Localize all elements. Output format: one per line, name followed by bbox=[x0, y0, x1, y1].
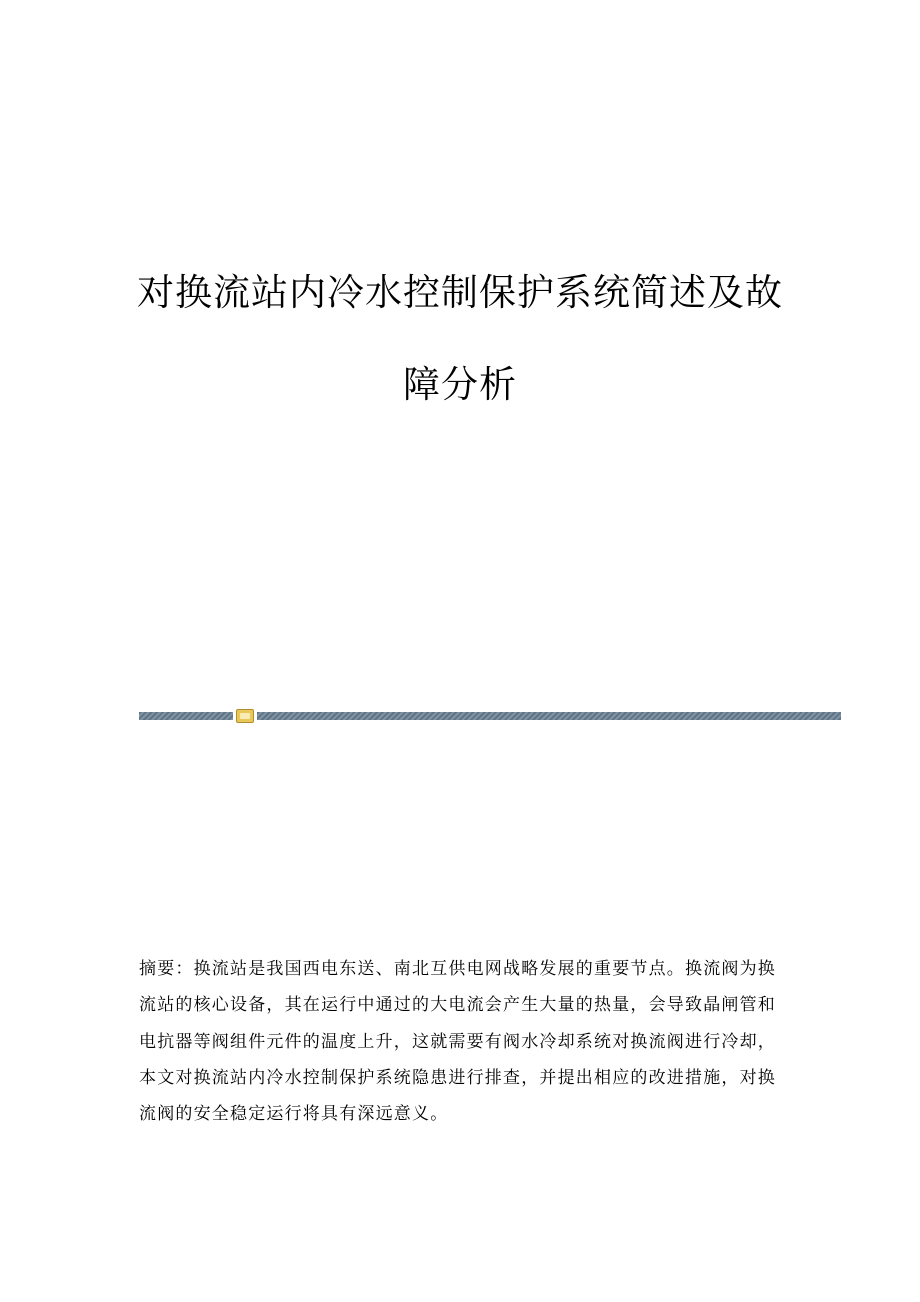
abstract-paragraph bbox=[139, 951, 781, 1132]
abstract-text: 换流站是我国西电东送、南北互供电网战略发展的重要节点。换流阀为换流站的核心设备，其在运行中通过的大电流会产生大量的热量，会导致晶闸管和电抗器等阀组件元件的温度上升，这就需要有阀水冷却系统对换流阀进行冷却，本文对换流站内冷水控制保护系统隐患进行排查，并提出相应的改进措施，对换流阀的安全稳定运行将具有深远意义。 bbox=[139, 959, 777, 1125]
divider-bar-left bbox=[139, 712, 233, 720]
abstract-label: 摘要： bbox=[139, 959, 194, 979]
divider-ornament-icon bbox=[236, 709, 254, 723]
document-title-line-1: 对换流站内冷水控制保护系统简述及故 bbox=[137, 271, 783, 314]
document-title-line-2: 障分析 bbox=[403, 363, 517, 406]
divider-bar-right bbox=[257, 712, 841, 720]
decorative-divider bbox=[139, 709, 841, 723]
